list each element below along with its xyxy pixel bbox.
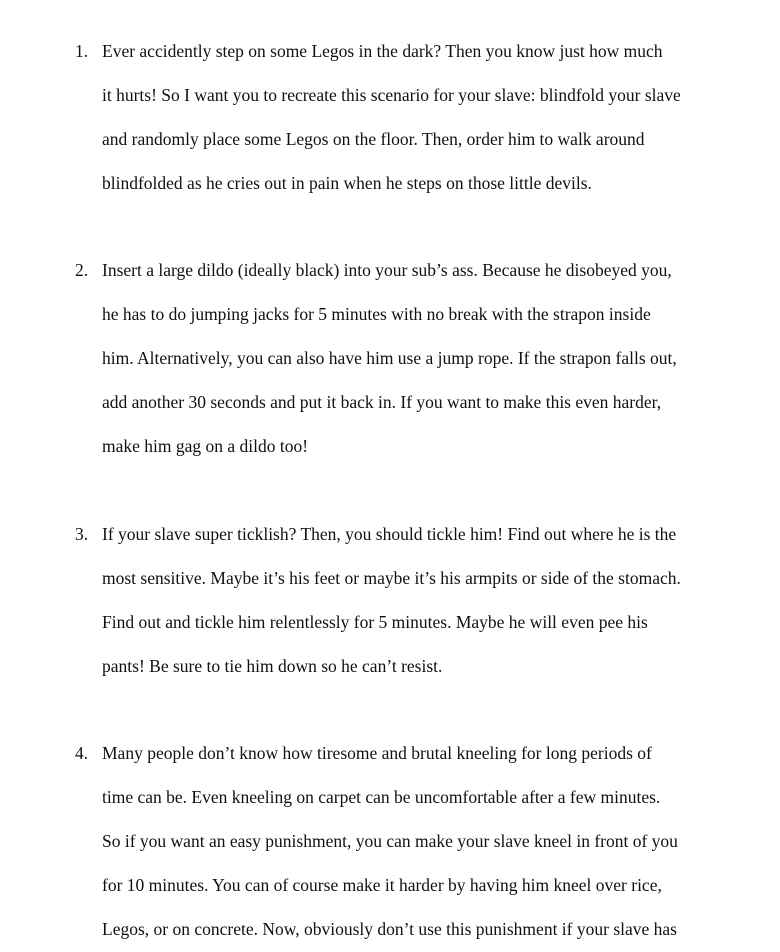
text-line: it hurts! So I want you to recreate this scenario for your slave: blindfold your slave bbox=[102, 85, 681, 105]
text-line: Many people don’t know how tiresome and brutal kneeling for long periods of bbox=[102, 743, 652, 763]
text-line: add another 30 seconds and put it back in. If you want to make this even harder, bbox=[102, 392, 662, 412]
text-line: pants! Be sure to tie him down so he can’t resist. bbox=[102, 656, 443, 676]
text-line: If your slave super ticklish? Then, you should tickle him! Find out where he is the bbox=[102, 524, 677, 544]
text-line: Insert a large dildo (ideally black) into your sub’s ass. Because he disobeyed you, bbox=[102, 260, 672, 280]
text-line: him. Alternatively, you can also have him use a jump rope. If the strapon falls out, bbox=[102, 348, 677, 368]
list-item-number: 3. bbox=[75, 524, 89, 544]
text-line: Find out and tickle him relentlessly for 5 minutes. Maybe he will even pee his bbox=[102, 612, 648, 632]
text-line: make him gag on a dildo too! bbox=[102, 436, 309, 456]
text-line: and randomly place some Legos on the floor. Then, order him to walk around bbox=[102, 129, 645, 149]
text-line: Legos, or on concrete. Now, obviously don’t use this punishment if your slave has bbox=[102, 919, 677, 939]
list-item-number: 1. bbox=[75, 41, 89, 61]
text-line: time can be. Even kneeling on carpet can be uncomfortable after a few minutes. bbox=[102, 787, 661, 807]
list-item-number: 2. bbox=[75, 260, 89, 280]
list-item-number: 4. bbox=[75, 743, 89, 763]
text-line: he has to do jumping jacks for 5 minutes with no break with the strapon inside bbox=[102, 304, 651, 324]
text-line: Ever accidently step on some Legos in the dark? Then you know just how much bbox=[102, 41, 663, 61]
text-line: blindfolded as he cries out in pain when he steps on those little devils. bbox=[102, 173, 592, 193]
text-line: most sensitive. Maybe it’s his feet or maybe it’s his armpits or side of the stomach. bbox=[102, 568, 681, 588]
text-line: for 10 minutes. You can of course make it harder by having him kneel over rice, bbox=[102, 875, 662, 895]
text-line: So if you want an easy punishment, you can make your slave kneel in front of you bbox=[102, 831, 678, 851]
